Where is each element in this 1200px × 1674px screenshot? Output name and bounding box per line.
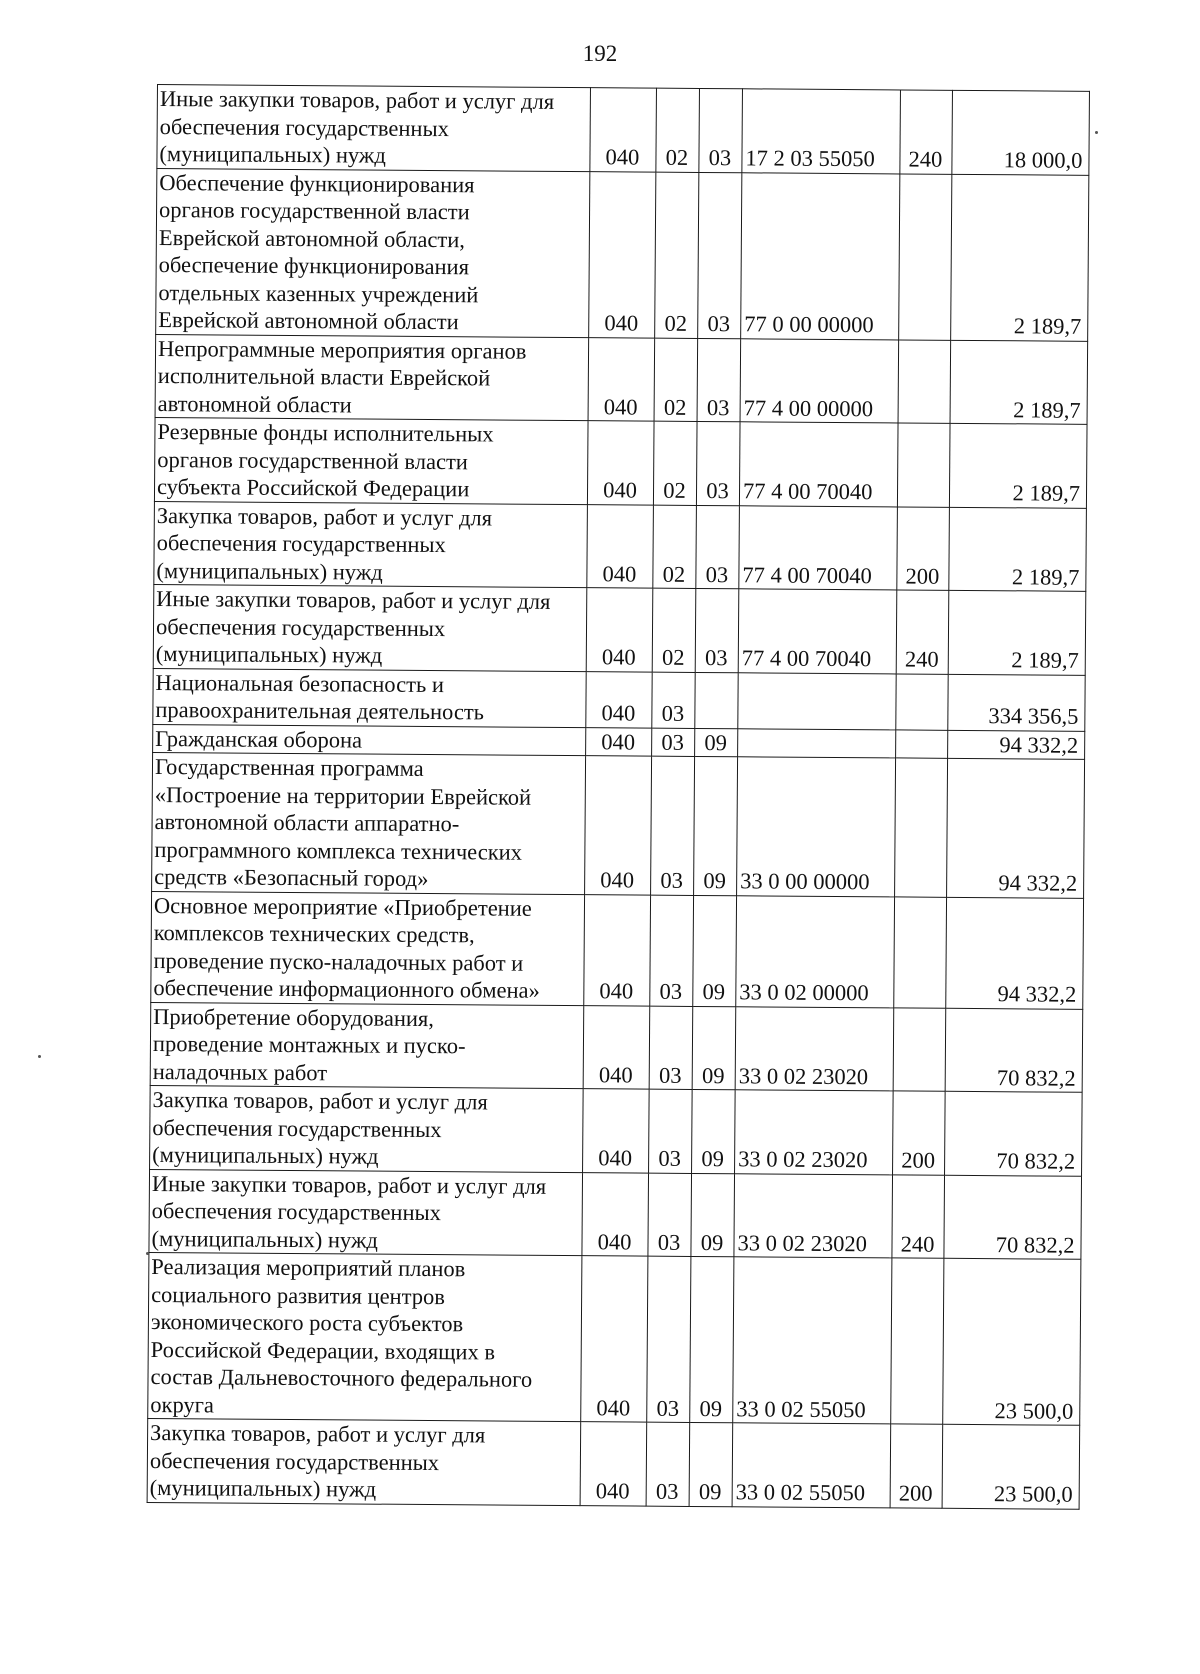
row-name-cell: [154, 501, 588, 588]
row-name-cell: [153, 584, 587, 671]
row-target-article-cell: [736, 895, 895, 1007]
row-subsection-code-cell: [698, 172, 742, 338]
row-admin-code-cell: [582, 1172, 649, 1256]
row-name: Иные закупки товаров, работ и услуг для обеспечения государственных (муниципальных) нужд: [155, 586, 551, 668]
row-subsection-code: 03: [704, 645, 728, 671]
row-subsection-code-cell: [691, 1173, 735, 1257]
row-expense-type-cell: [893, 1007, 946, 1091]
row-name-cell: [148, 1252, 582, 1421]
row-admin-code: 040: [600, 867, 635, 893]
table-row: [155, 334, 1088, 424]
row-name-cell: [147, 1418, 581, 1505]
row-name-cell: [154, 417, 588, 504]
row-admin-code: 040: [605, 144, 640, 170]
row-subsection-code: 03: [707, 311, 731, 337]
row-section-code: 03: [655, 1478, 679, 1504]
row-section-code: 02: [663, 477, 686, 503]
scan-speck: [146, 1252, 149, 1255]
row-sum: 70 832,2: [996, 1064, 1076, 1091]
table-row: [154, 417, 1087, 507]
row-subsection-code: 09: [704, 729, 728, 755]
row-target-article-cell: [737, 757, 896, 897]
row-target-article: 77 4 00 70040: [742, 561, 872, 588]
table-row: [151, 891, 1084, 1009]
table-row: [150, 1085, 1083, 1175]
row-admin-code-cell: [586, 727, 652, 756]
row-section-code: 03: [659, 978, 683, 1004]
row-section-code-cell: [653, 505, 697, 589]
row-admin-code: 040: [599, 978, 634, 1004]
row-sum-cell: [943, 1258, 1081, 1425]
row-admin-code-cell: [587, 504, 654, 588]
row-sum: 18 000,0: [1003, 147, 1083, 173]
row-subsection-code-cell: [689, 1422, 733, 1506]
row-subsection-code: 09: [701, 1062, 725, 1088]
row-name: Закупка товаров, работ и услуг для обеспечения государственных (муниципальных) нужд: [156, 502, 493, 585]
row-target-article-cell: [738, 728, 896, 758]
row-target-article: 77 0 00 00000: [744, 311, 874, 338]
row-sum-cell: [949, 423, 1087, 508]
row-name: Реализация мероприятий планов социального развития центров экономического роста субъектов Российской Федерации, входящих в состав Дальневосточного федерального округа: [150, 1253, 533, 1417]
row-target-article: 33 0 02 23020: [738, 1062, 869, 1089]
row-subsection-code-cell: [696, 505, 740, 589]
row-expense-type: 240: [908, 146, 943, 172]
row-admin-code-cell: [590, 88, 657, 172]
row-section-code-cell: [656, 88, 700, 172]
table-row: [157, 85, 1090, 175]
row-sum: 94 332,2: [998, 870, 1078, 896]
row-subsection-code: 03: [705, 561, 729, 587]
row-name-cell: [152, 752, 586, 894]
row-section-code-cell: [652, 588, 696, 672]
row-admin-code-cell: [581, 1256, 648, 1422]
row-target-article: 77 4 00 00000: [743, 394, 874, 421]
row-target-article-cell: [738, 589, 897, 674]
row-section-code-cell: [650, 895, 694, 1006]
row-subsection-code-cell: [695, 588, 739, 672]
row-section-code: 03: [658, 1145, 681, 1171]
row-section-code-cell: [651, 756, 695, 895]
row-sum-cell: [942, 1424, 1080, 1509]
row-expense-type-cell: [897, 423, 950, 507]
row-section-code: 03: [657, 1229, 681, 1255]
row-name-cell: [156, 168, 590, 337]
row-sum-cell: [952, 90, 1090, 175]
row-subsection-code: 09: [698, 1479, 722, 1505]
row-expense-type: 200: [901, 1147, 936, 1173]
row-expense-type-cell: [897, 506, 950, 590]
row-name: Обеспечение функционирования органов государственной власти Еврейской автономной области, обеспечение функционирования отдельных казенных учреждений Еврейской автономной области: [158, 169, 479, 335]
row-section-code: 02: [663, 394, 687, 420]
row-subsection-code: 09: [699, 1395, 723, 1421]
row-target-article: 33 0 02 23020: [738, 1146, 868, 1173]
row-section-code: 03: [658, 1062, 682, 1088]
row-target-article-cell: [740, 338, 899, 423]
row-admin-code: 040: [598, 1061, 633, 1088]
row-name: Приобретение оборудования, проведение монтажных и пуско- наладочных работ: [152, 1003, 466, 1085]
table-row: [149, 1169, 1082, 1259]
row-expense-type-cell: [896, 729, 948, 758]
row-name: Резервные фонды исполнительных органов государственной власти субъекта Российской Федерации: [156, 419, 494, 502]
row-admin-code-cell: [584, 894, 651, 1005]
row-section-code-cell: [649, 1089, 693, 1173]
row-expense-type-cell: [892, 1174, 945, 1258]
row-target-article-cell: [738, 672, 896, 729]
row-expense-type-cell: [898, 339, 951, 423]
row-name: Закупка товаров, работ и услуг для обеспечения государственных (муниципальных) нужд: [152, 1086, 488, 1169]
row-target-article: 33 0 02 00000: [739, 979, 869, 1006]
row-admin-code-cell: [580, 1422, 647, 1506]
row-target-article-cell: [742, 89, 901, 174]
row-name: Государственная программа «Построение на территории Еврейской автономной области аппаратно- программного комплекса технических средств «Безопасный город»: [154, 754, 532, 892]
row-name-cell: [153, 724, 586, 756]
row-expense-type: 200: [898, 1480, 933, 1506]
row-sum: 2 189,7: [1013, 396, 1081, 423]
row-subsection-code-cell: [697, 338, 741, 422]
row-admin-code-cell: [586, 588, 653, 672]
row-name: Гражданская оборона: [155, 725, 363, 753]
page-number: 192: [582, 41, 618, 66]
row-sum: 2 189,7: [1011, 563, 1080, 590]
row-target-article: 77 4 00 70040: [741, 645, 872, 672]
row-subsection-code-cell: [699, 88, 743, 172]
row-subsection-code-cell: [695, 672, 738, 728]
row-sum-cell: [949, 507, 1087, 592]
scan-speck: [38, 1055, 41, 1058]
row-admin-code: 040: [597, 1228, 632, 1255]
row-subsection-code: 09: [703, 868, 727, 894]
row-subsection-code-cell: [693, 895, 737, 1006]
table-row: [154, 501, 1087, 591]
table-row: [156, 168, 1089, 341]
row-admin-code-cell: [585, 756, 652, 895]
row-admin-code: 040: [601, 700, 636, 726]
row-section-code: 02: [664, 310, 688, 336]
row-admin-code: 040: [603, 477, 638, 503]
row-name-cell: [153, 668, 586, 727]
row-sum-cell: [950, 340, 1088, 425]
row-sum: 70 832,2: [996, 1148, 1076, 1174]
row-section-code: 02: [665, 144, 689, 170]
row-admin-code-cell: [589, 171, 656, 337]
row-name: Иные закупки товаров, работ и услуг для обеспечения государственных (муниципальных) нужд: [151, 1170, 547, 1253]
row-target-article: 17 2 03 55050: [745, 145, 875, 172]
table-row: [147, 1418, 1080, 1508]
table-row: [153, 668, 1085, 731]
row-sum-cell: [948, 730, 1085, 760]
row-expense-type: 240: [900, 1230, 935, 1257]
row-target-article-cell: [739, 505, 898, 590]
row-name: Закупка товаров, работ и услуг для обеспечения государственных (муниципальных) нужд: [149, 1419, 486, 1502]
row-subsection-code-cell: [694, 756, 738, 895]
table-row: [150, 1002, 1083, 1092]
row-name-cell: [149, 1169, 583, 1256]
row-section-code-cell: [654, 338, 698, 422]
row-name: Основное мероприятие «Приобретение комплексов технических средств, проведение пуско-наладочных работ и обеспечение информационного обмена»: [153, 892, 540, 1003]
row-admin-code-cell: [583, 1089, 650, 1173]
row-target-article-cell: [735, 1090, 894, 1175]
row-section-code: 03: [661, 700, 685, 726]
row-target-article-cell: [741, 172, 900, 339]
row-subsection-code-cell: [692, 1089, 736, 1173]
row-target-article-cell: [734, 1173, 893, 1258]
row-subsection-code-cell: [695, 728, 738, 757]
row-name: Иные закупки товаров, работ и услуг для обеспечения государственных (муниципальных) нужд: [159, 86, 555, 168]
row-admin-code: 040: [598, 1145, 633, 1171]
row-sum: 2 189,7: [1012, 480, 1081, 506]
row-sum: 2 189,7: [1011, 647, 1079, 673]
row-sum: 94 332,2: [997, 981, 1077, 1007]
row-sum: 70 832,2: [995, 1231, 1075, 1258]
row-section-code-cell: [646, 1422, 690, 1506]
row-section-code-cell: [652, 728, 695, 757]
row-sum-cell: [946, 897, 1084, 1009]
table-row: [152, 752, 1085, 897]
row-name-cell: [157, 85, 591, 172]
row-section-code: 02: [662, 561, 686, 587]
row-target-article: 33 0 02 23020: [737, 1229, 867, 1256]
row-subsection-code: 03: [708, 145, 732, 171]
row-target-article: 33 0 02 55050: [736, 1395, 866, 1422]
row-section-code: 03: [660, 867, 684, 893]
row-sum: 23 500,0: [994, 1397, 1074, 1424]
row-admin-code-cell: [583, 1005, 650, 1089]
row-admin-code: 040: [596, 1394, 631, 1421]
row-expense-type-cell: [894, 896, 947, 1007]
row-expense-type-cell: [890, 1424, 943, 1508]
row-admin-code: 040: [601, 728, 636, 755]
row-sum: 23 500,0: [993, 1481, 1073, 1507]
row-expense-type: 240: [904, 646, 939, 672]
row-section-code-cell: [648, 1173, 692, 1257]
row-sum-cell: [945, 1091, 1083, 1176]
row-subsection-code: 03: [706, 478, 729, 504]
row-section-code-cell: [652, 672, 695, 728]
row-target-article-cell: [732, 1423, 891, 1508]
row-expense-type-cell: [896, 590, 949, 674]
row-expense-type-cell: [899, 173, 952, 339]
row-subsection-code: 09: [700, 1229, 724, 1255]
row-target-article-cell: [735, 1006, 894, 1091]
row-name-cell: [151, 891, 585, 1005]
row-section-code-cell: [655, 172, 699, 338]
row-sum-cell: [948, 674, 1085, 731]
row-admin-code: 040: [601, 644, 636, 670]
row-subsection-code: 09: [702, 979, 726, 1005]
budget-table: [147, 84, 1090, 1509]
row-expense-type-cell: [891, 1258, 944, 1424]
row-section-code-cell: [647, 1256, 691, 1422]
scan-speck: [1095, 131, 1098, 134]
row-section-code-cell: [649, 1006, 693, 1090]
row-section-code: 03: [661, 729, 685, 755]
row-name-cell: [150, 1085, 584, 1172]
row-section-code-cell: [653, 421, 697, 505]
row-expense-type-cell: [895, 758, 948, 897]
row-sum-cell: [945, 1008, 1083, 1093]
row-subsection-code-cell: [692, 1006, 736, 1090]
row-sum-cell: [948, 590, 1086, 675]
row-target-article: 33 0 02 55050: [735, 1479, 866, 1506]
row-admin-code-cell: [587, 421, 654, 505]
row-name: Национальная безопасность и правоохранительная деятельность: [155, 669, 485, 725]
row-sum-cell: [944, 1175, 1082, 1260]
row-name-cell: [150, 1002, 584, 1089]
row-target-article-cell: [733, 1257, 892, 1424]
row-name: Непрограммные мероприятия органов исполнительной власти Еврейской автономной области: [157, 335, 527, 417]
row-sum: 334 356,5: [988, 703, 1079, 729]
row-subsection-code: 03: [706, 394, 730, 420]
row-sum: 2 189,7: [1013, 313, 1082, 339]
row-admin-code: 040: [602, 560, 637, 587]
row-section-code: 02: [661, 644, 685, 670]
row-section-code: 03: [656, 1395, 680, 1421]
row-admin-code-cell: [586, 671, 652, 727]
row-subsection-code-cell: [690, 1256, 734, 1422]
table-row: [148, 1252, 1081, 1425]
row-admin-code: 040: [604, 310, 639, 336]
row-admin-code-cell: [588, 337, 655, 421]
row-target-article: 33 0 00 00000: [740, 868, 870, 895]
table-row: [153, 584, 1086, 674]
row-expense-type: 200: [905, 563, 940, 589]
row-name-cell: [155, 334, 589, 421]
row-expense-type-cell: [900, 90, 953, 174]
row-admin-code: 040: [603, 393, 638, 420]
row-expense-type-cell: [896, 673, 948, 729]
row-subsection-code: 09: [701, 1146, 724, 1172]
row-sum-cell: [947, 758, 1085, 898]
row-target-article: 77 4 00 70040: [742, 478, 873, 505]
row-expense-type-cell: [893, 1091, 946, 1175]
row-sum: 94 332,2: [999, 731, 1079, 758]
row-admin-code: 040: [595, 1478, 630, 1504]
row-subsection-code-cell: [696, 421, 740, 505]
table-body: [147, 85, 1089, 1509]
row-sum-cell: [951, 174, 1089, 341]
row-target-article-cell: [739, 422, 898, 507]
